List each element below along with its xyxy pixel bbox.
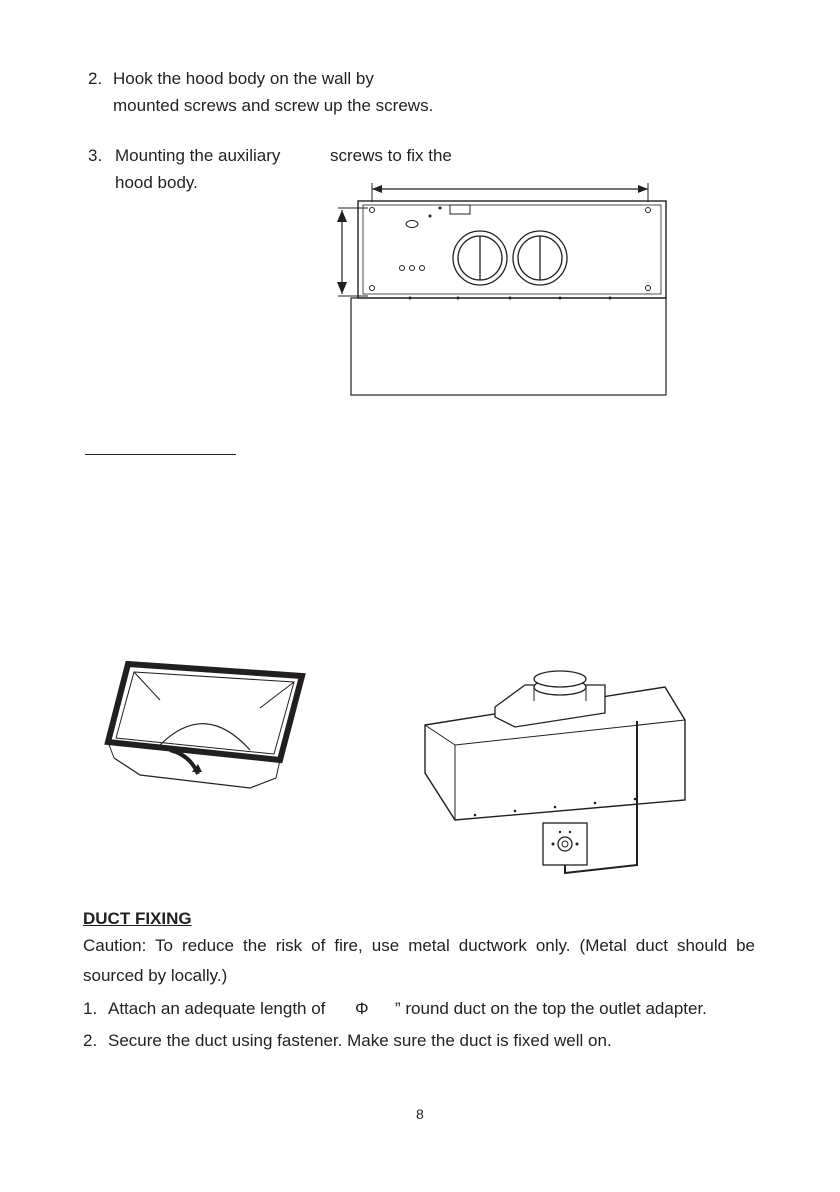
hood-wall-mount-figure	[330, 180, 675, 400]
hood-interior-figure	[100, 660, 310, 800]
caution-line-2: sourced by locally.)	[83, 966, 228, 985]
duct-step-2-number: 2.	[83, 1031, 98, 1050]
step-2-line1: Hook the hood body on the wall by	[113, 69, 374, 88]
duct-fixing-heading: DUCT FIXING	[83, 909, 192, 928]
duct-step-1-text-b: ” round duct on the top the outlet adapter.	[395, 999, 707, 1018]
duct-step-2-text: Secure the duct using fastener. Make sure the duct is fixed well on.	[108, 1031, 612, 1050]
step-2-number: 2.	[88, 69, 103, 88]
phi-symbol: Φ	[355, 999, 369, 1018]
caution-line-1: Caution: To reduce the risk of fire, use metal ductwork only. (Metal duct should be	[83, 936, 755, 955]
step-2-line2: mounted screws and screw up the screws.	[113, 96, 434, 115]
duct-step-1-number: 1.	[83, 999, 98, 1018]
section-heading-underline	[85, 454, 236, 455]
step-3-line1a: Mounting the auxiliary	[115, 146, 281, 165]
step-3-line1b: screws to fix the	[330, 146, 452, 165]
duct-step-1-text-a: Attach an adequate length of	[108, 999, 326, 1018]
hood-outlet-wiring-figure	[395, 665, 695, 880]
page-number: 8	[416, 1106, 424, 1122]
step-3-line2: hood body.	[115, 173, 198, 192]
step-3-number: 3.	[88, 146, 103, 165]
